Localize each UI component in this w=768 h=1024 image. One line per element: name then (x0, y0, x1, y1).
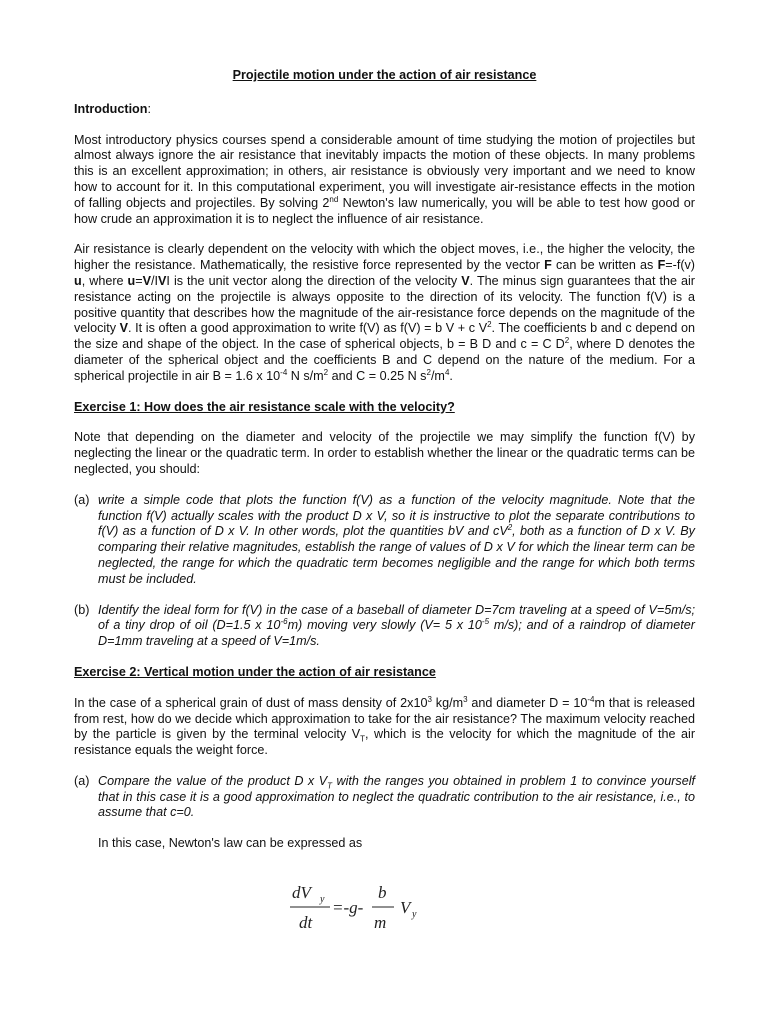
vector-symbol: V (158, 273, 167, 288)
text-run: . The coefficients b and c depend on the size and shape of the object. In the case of spherical objects, b = B D and c = C D (74, 321, 695, 352)
superscript: 2 (426, 367, 431, 377)
exercise-2-heading: Exercise 2: Vertical motion under the action of air resistance (74, 664, 436, 679)
list-text (98, 603, 695, 650)
eq-frac-den: m (374, 913, 387, 933)
document-title: Projectile motion under the action of air resistance (232, 68, 537, 82)
text-run: . (449, 368, 453, 383)
text-run: . It is often a good approximation to write f(V) as f(V) = b V + c V (128, 321, 488, 336)
vector-symbol: F (657, 258, 666, 273)
superscript: -4 (587, 694, 595, 704)
exercise-1-item-a (74, 493, 695, 588)
vector-symbol: V (461, 273, 470, 288)
exercise-2-item-a (74, 774, 695, 821)
superscript: 2 (487, 320, 492, 330)
text-run: = (135, 273, 143, 288)
superscript: 2 (323, 367, 329, 377)
text-run: /m (430, 368, 445, 383)
newton-equation (286, 878, 695, 933)
text-run: can be written as (551, 258, 658, 273)
document-page (74, 60, 696, 933)
list-label: (a) (74, 773, 90, 788)
superscript: nd (329, 194, 339, 204)
text-run: , both as a function of D x V. By comparing their relative magnitudes, establish the range of values of D x V for which the linear term can be neglected, the range for which the quadratic term becomes negligible and the range for which both terms must be included. (98, 524, 695, 586)
text-run: N s/m (287, 368, 324, 383)
text-run: I is the unit vector along the direction of the velocity (166, 273, 462, 288)
introduction-heading (74, 102, 695, 118)
subscript: T (327, 781, 332, 791)
text-run: write a simple code that plots the function f(V) as a function of the velocity magnitude. Note that the function f(V) actually scales with the product D x V, so it is instructive to plot the separate contributions to f(V) as a function of D x V. In other words, plot the quantities bV and cV (98, 492, 695, 539)
text-run: /I (151, 273, 159, 288)
text-run: Most introductory physics courses spend a considerable amount of time studying the motion of projectiles but almost always ignore the air resistance that inevitably impacts the motion of these objects. In many problems this is an excellent approximation; in others, air resistance is obviously very important and we need to know how to account for it. In this computational experiment, you will investigate air-resistance effects in the motion of falling objects and projectiles. By solving 2 (74, 132, 695, 210)
exercise-1-item-b (74, 603, 695, 650)
introduction-heading-colon: : (147, 101, 151, 116)
text-run: with the ranges you obtained in problem 1 to convince yourself that in this case it is a good approximation to neglect the quadratic contribution to the air resistance, i.e., to assume that c=0. (98, 773, 695, 820)
list-text (98, 774, 695, 821)
eq-tail: V (400, 898, 411, 918)
exercise-1-heading: Exercise 1: How does the air resistance scale with the velocity? (74, 399, 455, 414)
eq-den: dt (299, 913, 313, 933)
text-run: m) moving very slowly (V= 5 x 10 (287, 618, 482, 633)
text-run: and C = 0.25 N s (328, 368, 427, 383)
superscript: -5 (481, 617, 490, 627)
eq-mid: =-g- (332, 898, 364, 918)
superscript: -4 (280, 367, 288, 377)
newton-law-intro: In this case, Newton's law can be expressed as (98, 836, 363, 851)
text-run: m that is released from rest, how do we decide which approximation to take for the air resistance? The maximum velocity reached by the particle is given by the terminal velocity V (74, 695, 695, 742)
text-run: Compare the value of the product D x V (98, 773, 328, 788)
exercise-2-paragraph (74, 696, 695, 759)
eq-frac-num: b (378, 883, 387, 903)
eq-num-sub: y (320, 894, 325, 906)
text-run: Air resistance is clearly dependent on the velocity with which the object moves, i.e., the higher the velocity, the higher the resistance. Mathematically, the resistive force represented by the vector (74, 242, 695, 273)
superscript: 3 (463, 694, 468, 704)
text-run: =-f(v) (665, 258, 695, 273)
vector-symbol: u (74, 273, 82, 288)
text-run: , where D denotes the diameter of the spherical object and the coefficients B and C depend on the nature of the medium. For a spherical projectile in air B = 1.6 x 10 (74, 337, 695, 383)
intro-paragraph-1 (74, 133, 695, 228)
exercise-1-paragraph: Note that depending on the diameter and velocity of the projectile we may simplify the function f(V) by neglecting the linear or the quadratic term. In order to establish whether the linear or the quadratic terms can be neglected, you should: (74, 430, 695, 476)
text-run: . The minus sign guarantees that the air resistance acting on the projectile is always opposite to the direction of its velocity. The function f(V) is a positive quantity that describes how the magnitude of the air-resistance force depends on the magnitude of the velocity (74, 273, 695, 336)
superscript: 2 (564, 335, 570, 345)
list-label: (a) (74, 492, 90, 507)
equation-graphic (286, 878, 506, 936)
text-run: , where (81, 273, 128, 288)
text-run: Newton's law numerically, you will be able to test how good or how crude an approximation it is to neglect the influence of air resistance. (74, 195, 695, 226)
vector-symbol: u (127, 273, 136, 288)
text-run: In the case of a spherical grain of dust of mass density of 2x10 (74, 695, 428, 710)
vector-symbol: V (119, 321, 129, 336)
vector-symbol: F (544, 258, 552, 273)
list-label: (b) (74, 602, 90, 617)
eq-tail-sub: y (412, 909, 417, 921)
intro-paragraph-2 (74, 242, 695, 384)
subscript: T (360, 734, 365, 744)
vector-symbol: V (142, 273, 152, 288)
eq-num: dV (292, 883, 311, 903)
text-run: Identify the ideal form for f(V) in the case of a baseball of diameter D=7cm traveling at a speed of V=5m/s; of a tiny drop of oil (D=1.5 x 10 (98, 602, 695, 633)
superscript: -6 (280, 617, 288, 627)
text-run: m/s); and of a raindrop of diameter D=1mm traveling at a speed of V=1m/s. (98, 618, 695, 649)
superscript: 2 (507, 523, 513, 533)
superscript: 3 (427, 694, 432, 704)
text-run: , which is the velocity for which the magnitude of the air resistance equals the weight force. (74, 727, 696, 758)
text-run: kg/m (431, 695, 464, 710)
introduction-heading-text: Introduction (74, 101, 148, 116)
superscript: 4 (444, 367, 450, 377)
list-text (98, 493, 695, 588)
text-run: and diameter D = 10 (467, 695, 588, 710)
